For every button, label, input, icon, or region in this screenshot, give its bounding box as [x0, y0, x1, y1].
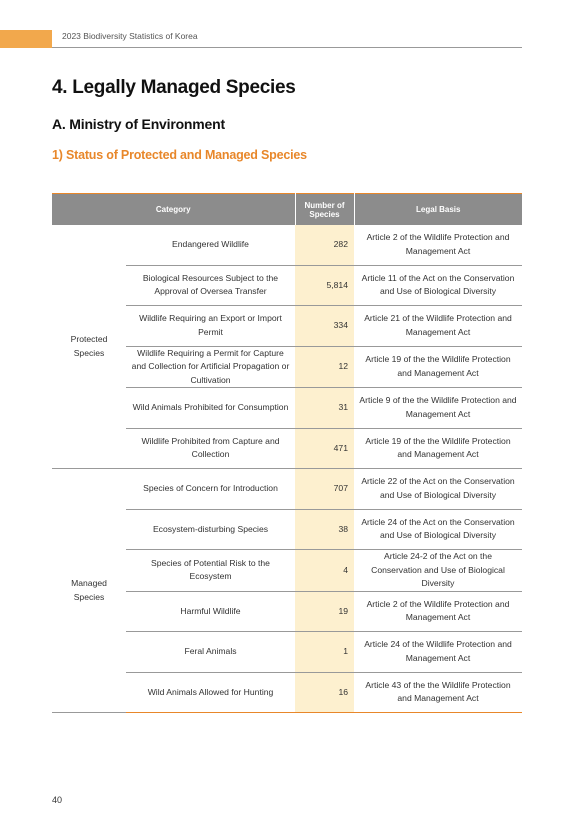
- table-body: [52, 225, 522, 713]
- column-header-number: Number of Species: [295, 194, 354, 226]
- species-category-cell: Feral Animals: [126, 632, 295, 673]
- page-number: 40: [52, 795, 63, 805]
- subsection-heading: A. Ministry of Environment: [52, 116, 225, 132]
- header-accent-bar: [0, 30, 52, 48]
- species-count-cell: 19: [295, 591, 354, 632]
- running-title: 2023 Biodiversity Statistics of Korea: [62, 31, 198, 41]
- species-category-cell: Wildlife Prohibited from Capture and Collection: [126, 428, 295, 469]
- table-row: [52, 469, 522, 510]
- legal-basis-cell: Article 21 of the Wildlife Protection and Management Act: [354, 306, 522, 347]
- legal-basis-cell: Article 24 of the Wildlife Protection and Management Act: [354, 632, 522, 673]
- species-count-cell: 471: [295, 428, 354, 469]
- category-group-cell: Managed Species: [52, 469, 126, 713]
- legal-basis-cell: Article 22 of the Act on the Conservation and Use of Biological Diversity: [354, 469, 522, 510]
- species-count-cell: 4: [295, 550, 354, 592]
- species-category-cell: Harmful Wildlife: [126, 591, 295, 632]
- legal-basis-cell: Article 11 of the Act on the Conservation and Use of Biological Diversity: [354, 265, 522, 306]
- species-count-cell: 707: [295, 469, 354, 510]
- species-category-cell: Endangered Wildlife: [126, 225, 295, 265]
- legal-basis-cell: Article 19 of the the Wildlife Protection and Management Act: [354, 346, 522, 388]
- species-category-cell: Species of Potential Risk to the Ecosystem: [126, 550, 295, 592]
- species-category-cell: Biological Resources Subject to the Approval of Oversea Transfer: [126, 265, 295, 306]
- legal-basis-cell: Article 24 of the Act on the Conservation and Use of Biological Diversity: [354, 509, 522, 550]
- species-table: [52, 193, 522, 713]
- category-group-cell: Protected Species: [52, 225, 126, 469]
- species-count-cell: 31: [295, 388, 354, 429]
- legal-basis-cell: Article 19 of the the Wildlife Protection and Management Act: [354, 428, 522, 469]
- species-count-cell: 38: [295, 509, 354, 550]
- column-header-legal-basis: Legal Basis: [354, 194, 522, 226]
- species-category-cell: Wild Animals Prohibited for Consumption: [126, 388, 295, 429]
- header-divider: [52, 47, 522, 48]
- legal-basis-cell: Article 43 of the the Wildlife Protection and Management Act: [365, 679, 511, 704]
- table-header-row: [52, 194, 522, 226]
- legal-basis-cell: Article 9 of the the Wildlife Protection and Management Act: [354, 388, 522, 429]
- species-count-cell: 16: [295, 672, 354, 713]
- column-header-category: Category: [52, 194, 295, 226]
- table-row: [52, 225, 522, 265]
- species-count-cell: 282: [295, 225, 354, 265]
- legal-basis-cell: Article 24-2 of the Act on the Conservation and Use of Biological Diversity: [354, 550, 522, 592]
- legal-basis-cell: Article 2 of the Wildlife Protection and Management Act: [354, 591, 522, 632]
- species-category-cell: Wildlife Requiring a Permit for Capture and Collection for Artificial Propagation or Cultivation: [126, 346, 295, 388]
- legal-basis-cell: Article 2 of the Wildlife Protection and Management Act: [354, 225, 522, 265]
- species-count-cell: 5,814: [295, 265, 354, 306]
- species-category-cell: Wild Animals Allowed for Hunting: [147, 686, 274, 697]
- species-category-cell: Species of Concern for Introduction: [126, 469, 295, 510]
- section-heading: 4. Legally Managed Species: [52, 77, 296, 98]
- species-count-cell: 1: [295, 632, 354, 673]
- table-heading: 1) Status of Protected and Managed Species: [52, 148, 307, 162]
- species-category-cell: Wildlife Requiring an Export or Import Permit: [126, 306, 295, 347]
- species-count-cell: 334: [295, 306, 354, 347]
- species-count-cell: 12: [295, 346, 354, 388]
- species-category-cell: Ecosystem-disturbing Species: [126, 509, 295, 550]
